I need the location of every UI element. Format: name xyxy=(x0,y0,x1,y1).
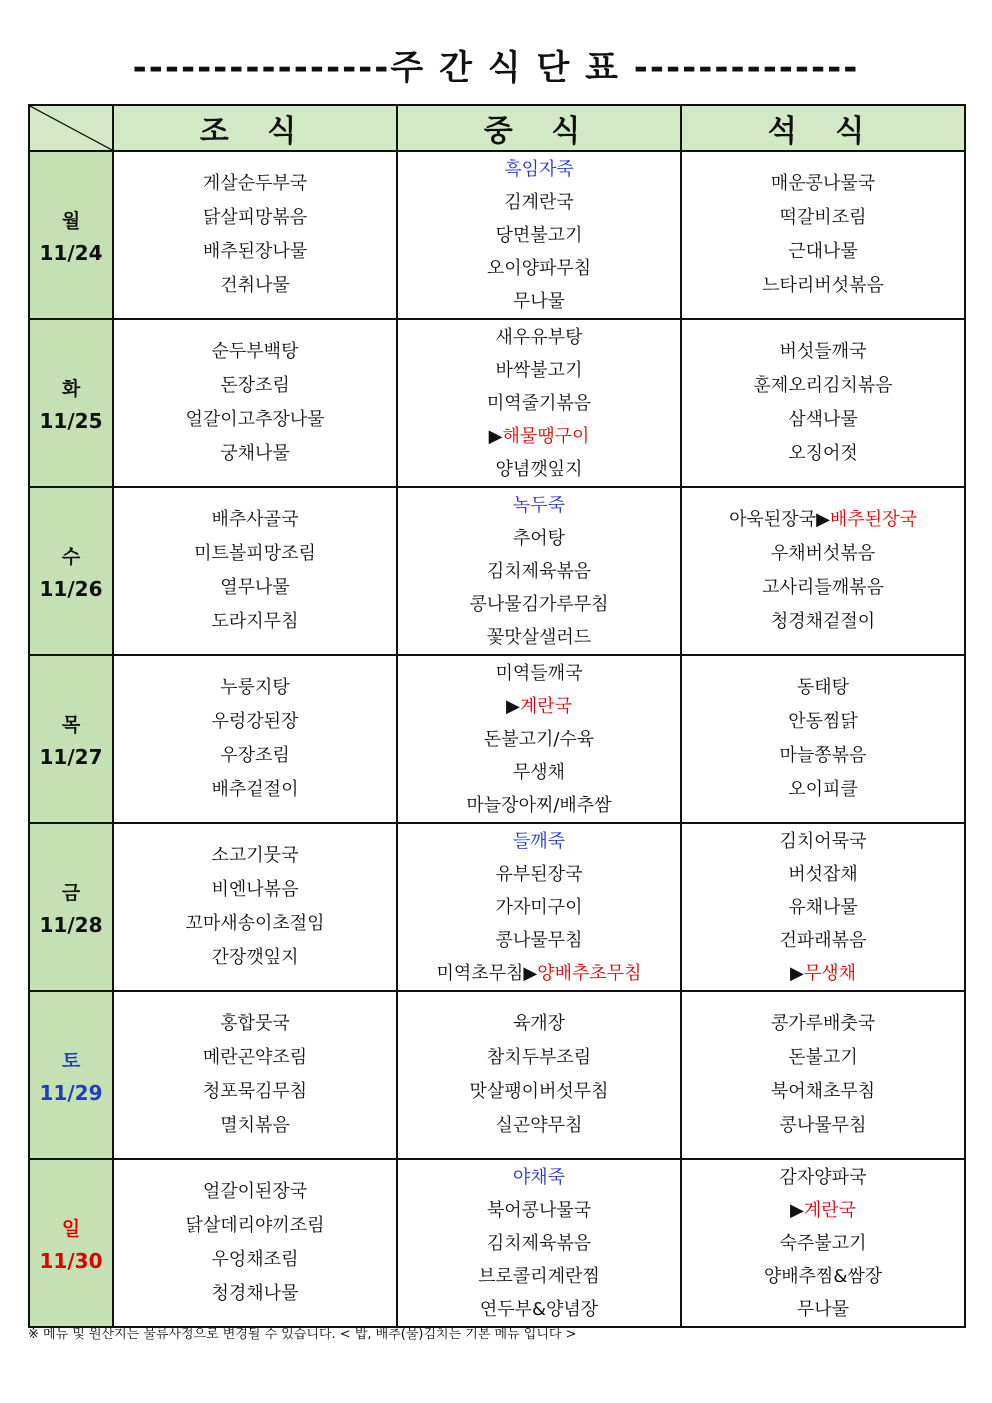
menu-item-text: 멸치볶음 xyxy=(220,1115,290,1136)
menu-item xyxy=(398,1007,680,1041)
menu-item-text: 매운콩나물국 xyxy=(770,173,876,194)
menu-item-text: 무생채 xyxy=(512,761,566,783)
menu-item-text: 느타리버섯볶음 xyxy=(762,275,884,296)
menu-item xyxy=(398,252,680,285)
menu-item-text: 삼색나물 xyxy=(788,409,858,430)
menu-item xyxy=(398,657,680,690)
menu-item-text: 야채죽 xyxy=(512,1166,566,1188)
menu-item-text: 마늘쫑볶음 xyxy=(779,745,867,766)
menu-item-text: 소고기뭇국 xyxy=(211,845,299,866)
day-cell xyxy=(29,487,113,655)
menu-item-text: 육개장 xyxy=(512,1013,566,1034)
weekly-menu-table xyxy=(28,104,966,1328)
menu-body xyxy=(29,151,965,1327)
menu-item-text: 배추된장나물 xyxy=(202,241,308,262)
menu-item-text: 얼갈이된장국 xyxy=(202,1181,308,1202)
menu-item xyxy=(682,825,964,858)
menu-item-substitute: 배추된장국 xyxy=(829,509,917,530)
menu-item xyxy=(398,1075,680,1109)
menu-item-text: 바싹불고기 xyxy=(495,359,583,381)
menu-item xyxy=(114,335,396,369)
menu-item xyxy=(114,941,396,975)
lunch-cell xyxy=(397,319,681,487)
menu-item-text: 청포묵김무침 xyxy=(202,1081,308,1102)
menu-item xyxy=(398,1227,680,1260)
menu-item xyxy=(114,605,396,639)
lunch-cell xyxy=(397,823,681,991)
menu-item xyxy=(682,957,964,990)
menu-item xyxy=(682,1227,964,1260)
breakfast-cell xyxy=(113,655,397,823)
dinner-cell xyxy=(681,823,965,991)
header-lunch: 중 식 xyxy=(397,105,681,151)
menu-item-text: 김치제육볶음 xyxy=(486,1232,592,1254)
menu-item-text: 홍합뭇국 xyxy=(220,1013,290,1034)
menu-item-text: 김치어묵국 xyxy=(779,830,867,852)
menu-item xyxy=(398,285,680,318)
menu-item-text: 감자양파국 xyxy=(779,1166,867,1188)
menu-item-text: 고사리들깨볶음 xyxy=(762,577,884,598)
menu-item-text: 닭살데리야끼조림 xyxy=(185,1215,325,1236)
day-date: 11/28 xyxy=(39,912,103,937)
menu-item-text: 꼬마새송이초절임 xyxy=(185,913,325,934)
menu-item xyxy=(114,503,396,537)
menu-item-text: 얼갈이고추장나물 xyxy=(185,409,325,430)
day-name: 금 xyxy=(61,881,81,904)
menu-item xyxy=(682,571,964,605)
menu-item xyxy=(114,1209,396,1243)
menu-item xyxy=(398,219,680,252)
dinner-cell xyxy=(681,319,965,487)
menu-item xyxy=(682,201,964,235)
menu-item xyxy=(114,537,396,571)
menu-item xyxy=(398,690,680,723)
page-title: ----------------주 간 식 단 표 -------------- xyxy=(132,48,860,88)
menu-item xyxy=(398,489,680,522)
menu-item-text: 숙주불고기 xyxy=(779,1232,867,1254)
day-name: 토 xyxy=(61,1049,81,1072)
menu-item xyxy=(398,924,680,957)
menu-item-text: 아욱된장국▶ xyxy=(729,509,830,530)
menu-item-substitute: 해물땡구이 xyxy=(502,425,590,447)
menu-item xyxy=(398,891,680,924)
day-name: 일 xyxy=(61,1217,81,1240)
menu-item xyxy=(114,1007,396,1041)
day-cell xyxy=(29,991,113,1159)
menu-item-text: 미역들깨국 xyxy=(495,662,583,684)
menu-item xyxy=(682,705,964,739)
menu-item xyxy=(398,1161,680,1194)
menu-item xyxy=(398,1041,680,1075)
menu-item-text: 무나물 xyxy=(796,1298,850,1320)
table-row xyxy=(29,487,965,655)
dinner-cell xyxy=(681,991,965,1159)
menu-item-text: 양념깻잎지 xyxy=(495,458,583,480)
menu-item xyxy=(114,1175,396,1209)
menu-item xyxy=(114,1041,396,1075)
table-row xyxy=(29,319,965,487)
menu-item-text: 우엉채조림 xyxy=(211,1249,299,1270)
table-row xyxy=(29,655,965,823)
menu-item xyxy=(682,1260,964,1293)
menu-item xyxy=(114,167,396,201)
table-row xyxy=(29,151,965,319)
day-cell xyxy=(29,151,113,319)
menu-item-text: 미역줄기볶음 xyxy=(486,392,592,414)
menu-item xyxy=(398,1194,680,1227)
menu-item xyxy=(682,235,964,269)
menu-item xyxy=(398,1260,680,1293)
day-date: 11/27 xyxy=(39,744,103,769)
menu-item-text: 들깨죽 xyxy=(512,830,566,852)
menu-item xyxy=(114,873,396,907)
menu-item xyxy=(398,321,680,354)
day-date: 11/26 xyxy=(39,576,103,601)
menu-item xyxy=(682,773,964,807)
menu-item xyxy=(114,671,396,705)
menu-item xyxy=(682,1161,964,1194)
menu-item xyxy=(398,756,680,789)
dinner-cell xyxy=(681,1159,965,1327)
menu-item-text: 게살순두부국 xyxy=(202,173,308,194)
menu-item-text: 오징어젓 xyxy=(788,443,858,464)
menu-item xyxy=(682,605,964,639)
day-date: 11/24 xyxy=(39,240,103,265)
menu-item-text: 꽃맛살샐러드 xyxy=(486,626,592,648)
menu-item xyxy=(682,739,964,773)
menu-item xyxy=(682,503,964,537)
menu-item xyxy=(398,153,680,186)
menu-item-text: 우채버섯볶음 xyxy=(770,543,876,564)
menu-item xyxy=(114,403,396,437)
menu-item-text: 버섯잡채 xyxy=(788,863,858,885)
menu-item-text: 도라지무침 xyxy=(211,611,299,632)
menu-item-text: 콩가루배춧국 xyxy=(770,1013,876,1034)
menu-item xyxy=(398,588,680,621)
menu-item xyxy=(398,522,680,555)
breakfast-cell xyxy=(113,1159,397,1327)
menu-item-substitute: 무생채 xyxy=(803,962,856,984)
day-cell xyxy=(29,319,113,487)
menu-item-text: ▶ xyxy=(789,1199,804,1221)
day-date: 11/29 xyxy=(39,1080,103,1105)
menu-item xyxy=(682,269,964,303)
menu-item-text: 김계란국 xyxy=(504,191,574,213)
menu-item xyxy=(682,924,964,957)
menu-item-text: 유채나물 xyxy=(788,896,858,918)
menu-item xyxy=(682,1109,964,1143)
menu-item xyxy=(398,825,680,858)
menu-item-text: ▶ xyxy=(505,695,520,717)
menu-item-text: 연두부&양념장 xyxy=(479,1298,599,1320)
menu-item-text: 맛살팽이버섯무침 xyxy=(469,1081,609,1102)
menu-item-text: 동태탕 xyxy=(796,677,850,698)
table-row xyxy=(29,823,965,991)
menu-item-text: 궁채나물 xyxy=(220,443,290,464)
menu-item xyxy=(682,335,964,369)
menu-item xyxy=(682,167,964,201)
dinner-cell xyxy=(681,655,965,823)
menu-item xyxy=(398,621,680,654)
menu-item-text: 무나물 xyxy=(512,290,566,312)
menu-item-text: 훈제오리김치볶음 xyxy=(753,375,893,396)
menu-item xyxy=(682,437,964,471)
menu-item-text: 배추사골국 xyxy=(211,509,299,530)
menu-item-text: 간장깻잎지 xyxy=(211,947,299,968)
menu-item-text: 콩나물김가루무침 xyxy=(469,593,609,615)
menu-item-text: 누룽지탕 xyxy=(220,677,290,698)
menu-item xyxy=(398,354,680,387)
menu-item xyxy=(114,571,396,605)
lunch-cell xyxy=(397,991,681,1159)
menu-item-text: 미역초무침▶ xyxy=(436,962,538,984)
menu-item xyxy=(114,1075,396,1109)
menu-item xyxy=(398,858,680,891)
menu-item-text: 열무나물 xyxy=(220,577,290,598)
menu-item xyxy=(398,1293,680,1326)
breakfast-cell xyxy=(113,487,397,655)
menu-item-text: 양배추찜&쌈장 xyxy=(763,1265,883,1287)
dinner-cell xyxy=(681,151,965,319)
menu-item xyxy=(114,839,396,873)
menu-item-text: 버섯들깨국 xyxy=(779,341,867,362)
menu-item xyxy=(682,369,964,403)
menu-item-substitute: 양배추초무침 xyxy=(537,962,642,984)
menu-item xyxy=(114,201,396,235)
menu-item xyxy=(114,235,396,269)
menu-item-text: 추어탕 xyxy=(512,527,566,549)
menu-item-text: 돈불고기/수육 xyxy=(483,728,595,750)
menu-item-text: 우장조림 xyxy=(220,745,290,766)
menu-item xyxy=(114,705,396,739)
menu-item xyxy=(398,387,680,420)
menu-item-text: 오이피클 xyxy=(788,779,858,800)
menu-item-text: 닭살피망볶음 xyxy=(202,207,308,228)
menu-item-text: 미트볼피망조림 xyxy=(194,543,316,564)
menu-item-substitute: 계란국 xyxy=(519,695,572,717)
menu-item-text: 녹두죽 xyxy=(512,494,566,516)
menu-item-text: 유부된장국 xyxy=(495,863,583,885)
menu-item-text: 콩나물무침 xyxy=(495,929,583,951)
menu-item-text: 근대나물 xyxy=(788,241,858,262)
menu-item-text: 돈장조림 xyxy=(220,375,290,396)
day-date: 11/25 xyxy=(39,408,103,433)
menu-item xyxy=(682,891,964,924)
lunch-cell xyxy=(397,151,681,319)
menu-item xyxy=(682,1075,964,1109)
menu-item-substitute: 계란국 xyxy=(803,1199,856,1221)
footnote: ※ 메뉴 및 원산지는 물류사정으로 변경될 수 있습니다. < 밥, 배추(물)김치는 기본 메뉴 입니다 > xyxy=(28,1327,577,1342)
menu-item xyxy=(682,1293,964,1326)
menu-item-text: 떡갈비조림 xyxy=(779,207,867,228)
menu-item xyxy=(398,957,680,990)
menu-item xyxy=(682,537,964,571)
menu-item xyxy=(114,369,396,403)
menu-item xyxy=(114,773,396,807)
menu-item xyxy=(682,1007,964,1041)
menu-item-text: 북어콩나물국 xyxy=(486,1199,592,1221)
breakfast-cell xyxy=(113,823,397,991)
menu-item-text: 콩나물무침 xyxy=(779,1115,867,1136)
menu-item xyxy=(114,437,396,471)
menu-item-text: 돈불고기 xyxy=(788,1047,858,1068)
menu-item xyxy=(398,453,680,486)
menu-item-text: 청경채나물 xyxy=(211,1283,299,1304)
menu-item-text: 실곤약무침 xyxy=(495,1115,583,1136)
menu-item xyxy=(398,420,680,453)
day-date: 11/30 xyxy=(39,1248,103,1273)
menu-item-text: 배추겉절이 xyxy=(211,779,299,800)
header-row xyxy=(29,105,965,151)
day-cell xyxy=(29,655,113,823)
menu-item-text: 새우유부탕 xyxy=(495,326,583,348)
menu-item-text: 가자미구이 xyxy=(495,896,583,918)
menu-item-text: ▶ xyxy=(488,425,503,447)
menu-item-text: 브로콜리계란찜 xyxy=(478,1265,600,1287)
menu-item xyxy=(114,1243,396,1277)
menu-item-text: 흑임자죽 xyxy=(504,158,574,180)
corner-cell xyxy=(29,105,113,151)
lunch-cell xyxy=(397,487,681,655)
table-row xyxy=(29,1159,965,1327)
day-name: 수 xyxy=(61,545,81,568)
menu-item xyxy=(682,858,964,891)
menu-item xyxy=(398,789,680,822)
menu-item xyxy=(114,269,396,303)
menu-item-text: 건파래볶음 xyxy=(779,929,867,951)
menu-item xyxy=(398,1109,680,1143)
menu-item-text: 메란곤약조림 xyxy=(202,1047,308,1068)
menu-item-text: 우렁강된장 xyxy=(211,711,299,732)
menu-item xyxy=(682,403,964,437)
menu-item-text: 비엔나볶음 xyxy=(211,879,299,900)
menu-item-text: 당면불고기 xyxy=(495,224,583,246)
menu-item-text: 김치제육볶음 xyxy=(486,560,592,582)
menu-item xyxy=(398,555,680,588)
lunch-cell xyxy=(397,1159,681,1327)
menu-item xyxy=(682,1041,964,1075)
menu-item xyxy=(114,907,396,941)
day-name: 목 xyxy=(61,713,81,736)
menu-item-text: 안동찜닭 xyxy=(788,711,858,732)
breakfast-cell xyxy=(113,991,397,1159)
day-cell xyxy=(29,823,113,991)
breakfast-cell xyxy=(113,319,397,487)
menu-item xyxy=(114,1109,396,1143)
menu-item-text: ▶ xyxy=(789,962,804,984)
breakfast-cell xyxy=(113,151,397,319)
header-dinner: 석 식 xyxy=(681,105,965,151)
menu-item xyxy=(398,723,680,756)
menu-item-text: 참치두부조림 xyxy=(486,1047,592,1068)
menu-item xyxy=(114,1277,396,1311)
menu-item-text: 마늘장아찌/배추쌈 xyxy=(466,794,612,816)
menu-item xyxy=(682,1194,964,1227)
day-cell xyxy=(29,1159,113,1327)
menu-item-text: 건취나물 xyxy=(220,275,290,296)
header-breakfast: 조 식 xyxy=(113,105,397,151)
menu-item xyxy=(114,739,396,773)
menu-item-text: 북어채초무침 xyxy=(770,1081,876,1102)
dinner-cell xyxy=(681,487,965,655)
menu-item xyxy=(398,186,680,219)
day-name: 월 xyxy=(61,209,81,232)
menu-item-text: 오이양파무침 xyxy=(486,257,592,279)
day-name: 화 xyxy=(61,377,81,400)
lunch-cell xyxy=(397,655,681,823)
menu-item-text: 청경채겉절이 xyxy=(770,611,876,632)
diagonal-line-icon xyxy=(30,106,112,150)
menu-item-text: 순두부백탕 xyxy=(211,341,299,362)
menu-item xyxy=(682,671,964,705)
table-row xyxy=(29,991,965,1159)
